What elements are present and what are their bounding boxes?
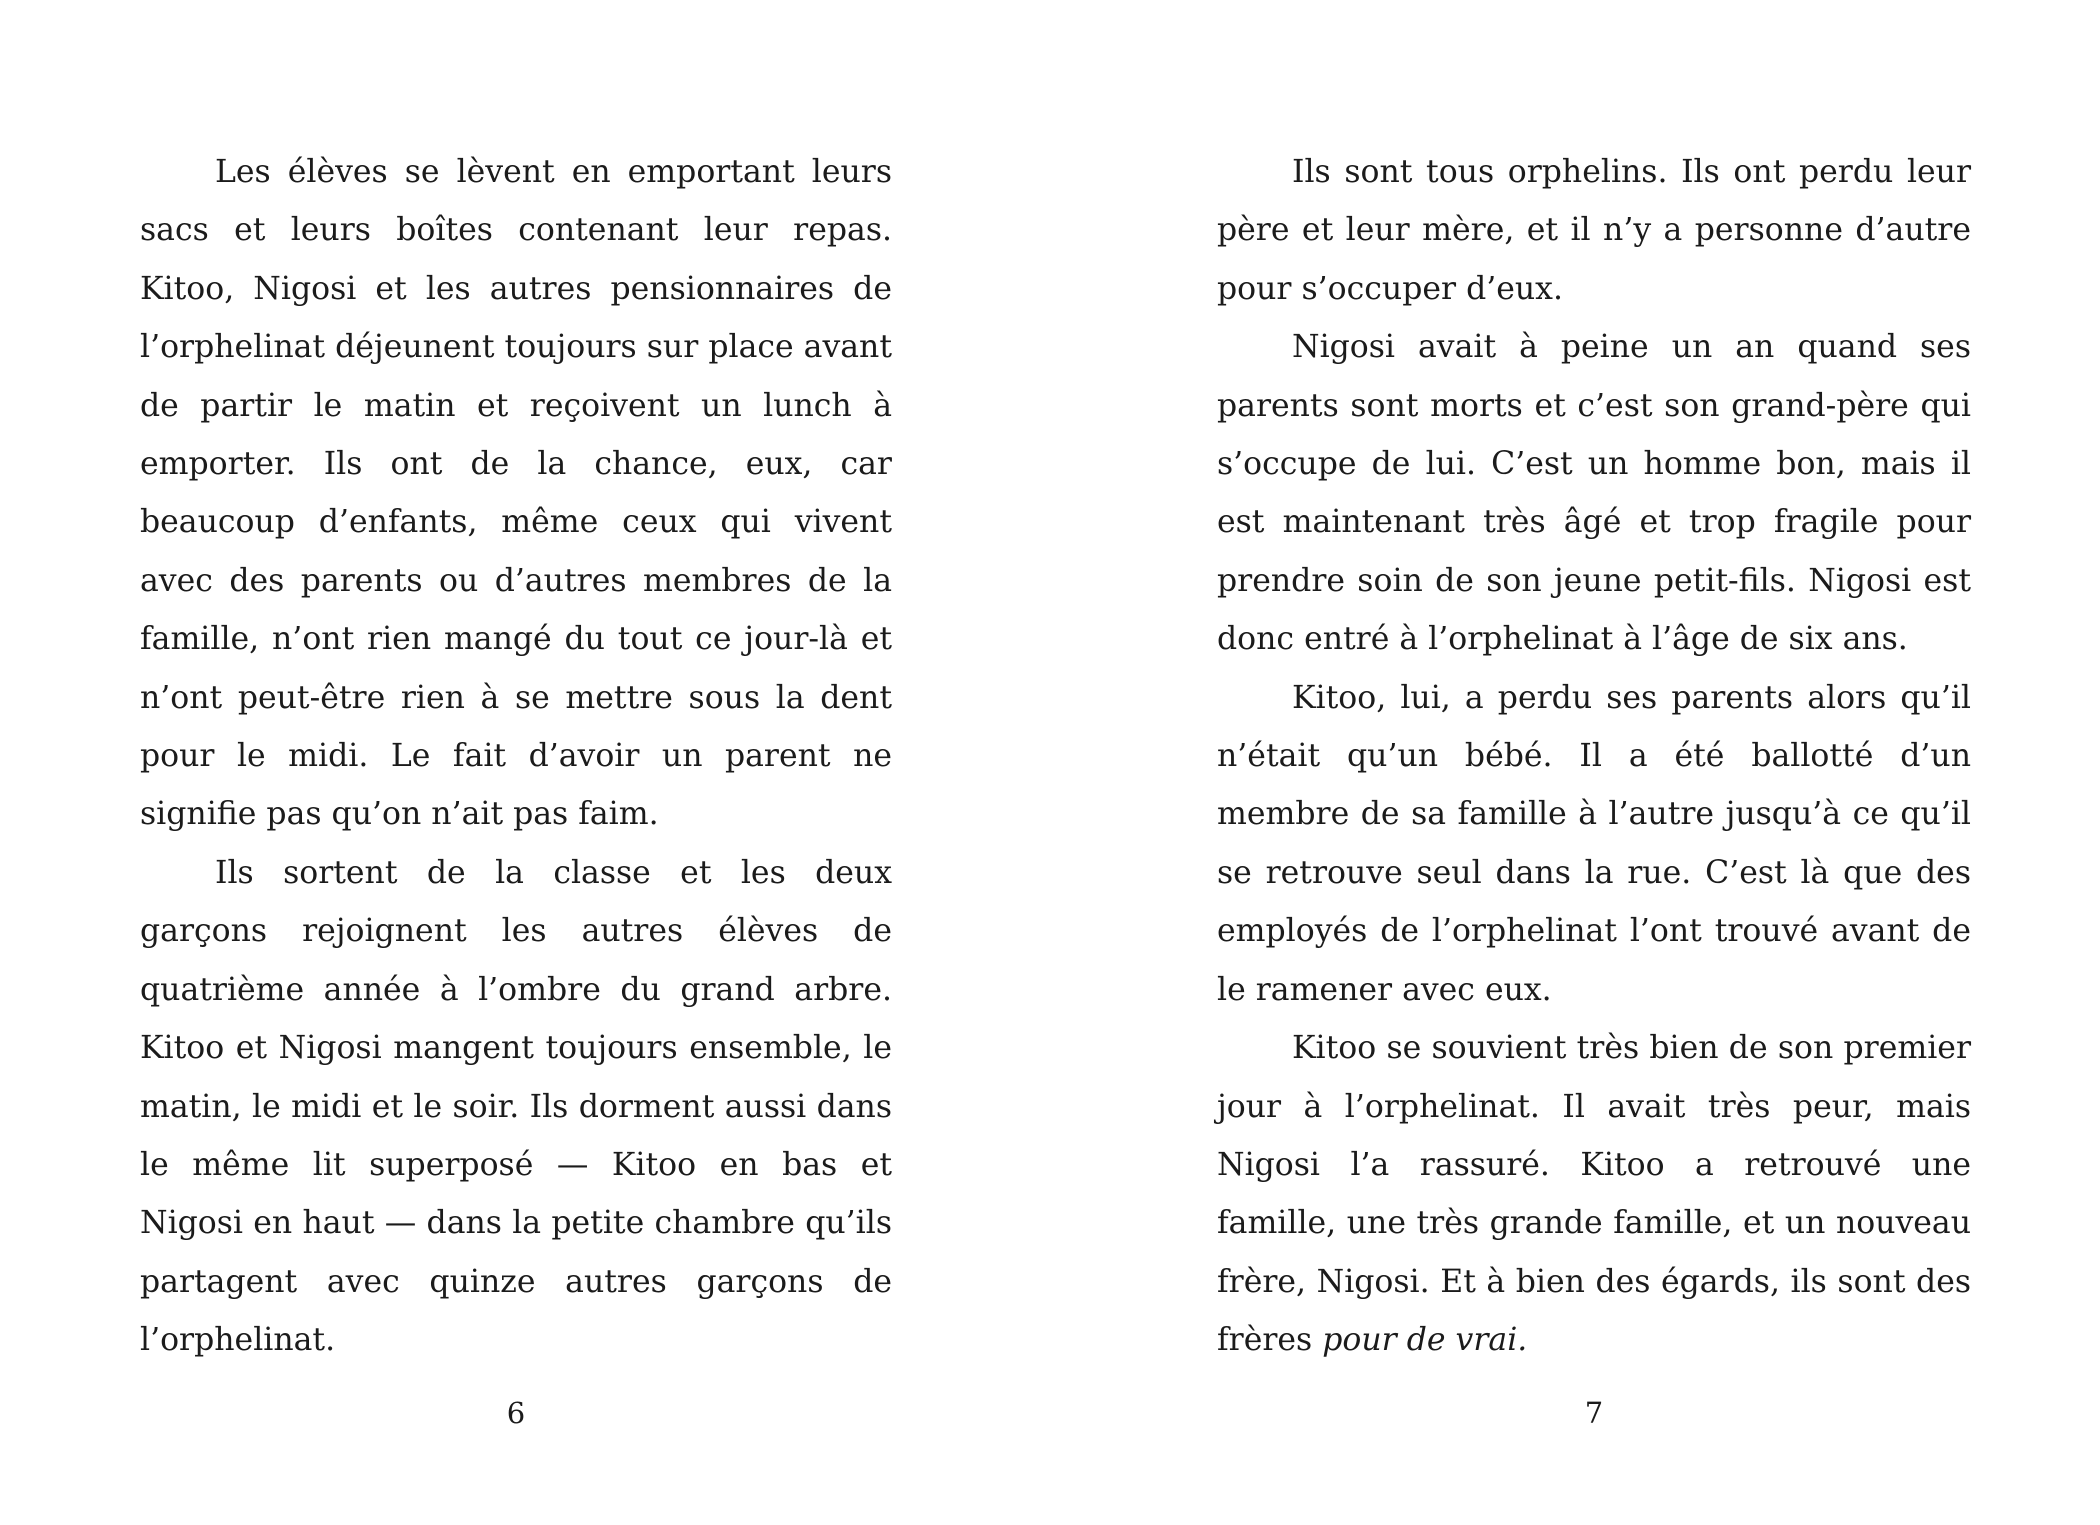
paragraph-students-rise: Les élèves se lèvent en emportant leurs sacs et leurs boîtes contenant leur repas. Kitoo, Nigosi et les autres pensionnaires de l’orphelinat déjeunent toujours sur place avant de partir le matin et reçoivent un lunch à emporter. Ils ont de la chance, eux, car beaucoup d’enfants, même ceux qui vivent avec des parents ou d’autres membres de la famille, n’ont rien mangé du tout ce jour-là et n’ont peut-être rien à se mettre sous la dent pour le midi. Le fait d’avoir un parent ne signifie pas qu’on n’ait pas faim. <box>140 154 892 833</box>
paragraph-kitoo-first-day <box>1217 1019 1971 1369</box>
page-left-text-block <box>140 143 892 1370</box>
paragraph-leaving-class: Ils sortent de la classe et les deux garçons rejoignent les autres élèves de quatrième année à l’ombre du grand arbre. Kitoo et Nigosi mangent toujours ensemble, le matin, le midi et le soir. Ils dorment aussi dans le même lit superposé — Kitoo en bas et Nigosi en haut — dans la petite chambre qu’ils partagent avec quinze autres garçons de l’orphelinat. <box>140 854 892 1359</box>
page-right-text-block <box>1217 143 1971 1370</box>
paragraph-kitoo-history: Kitoo, lui, a perdu ses parents alors qu’il n’était qu’un bébé. Il a été ballotté d’un membre de sa famille à l’autre jusqu’à ce qu’il se retrouve seul dans la rue. C’est là que des employés de l’orphelinat l’ont trouvé avant de le ramener avec eux. <box>1217 679 1971 1008</box>
page-left <box>140 0 892 1525</box>
paragraph-all-orphans: Ils sont tous orphelins. Ils ont perdu leur père et leur mère, et il n’y a personne d’autre pour s’occuper d’eux. <box>1217 154 1971 307</box>
page-number-left: 6 <box>506 1396 526 1430</box>
page-number-right: 7 <box>1584 1396 1604 1430</box>
paragraph-kitoo-first-day-text: Kitoo se souvient très bien de son premier jour à l’orphelinat. Il avait très peur, mais Nigosi l’a rassuré. Kitoo a retrouvé une famille, une très grande famille, et un nouveau frère, Nigosi. Et à bien des égards, ils sont des frères <box>1217 1030 1971 1359</box>
page-right <box>1217 0 1971 1525</box>
paragraph-nigosi-history: Nigosi avait à peine un an quand ses parents sont morts et c’est son grand-père qui s’occupe de lui. C’est un homme bon, mais il est maintenant très âgé et trop fragile pour prendre soin de son jeune petit-fils. Nigosi est donc entré à l’orphelinat à l’âge de six ans. <box>1217 329 1971 658</box>
paragraph-italic-ending: pour de vrai. <box>1322 1322 1528 1359</box>
